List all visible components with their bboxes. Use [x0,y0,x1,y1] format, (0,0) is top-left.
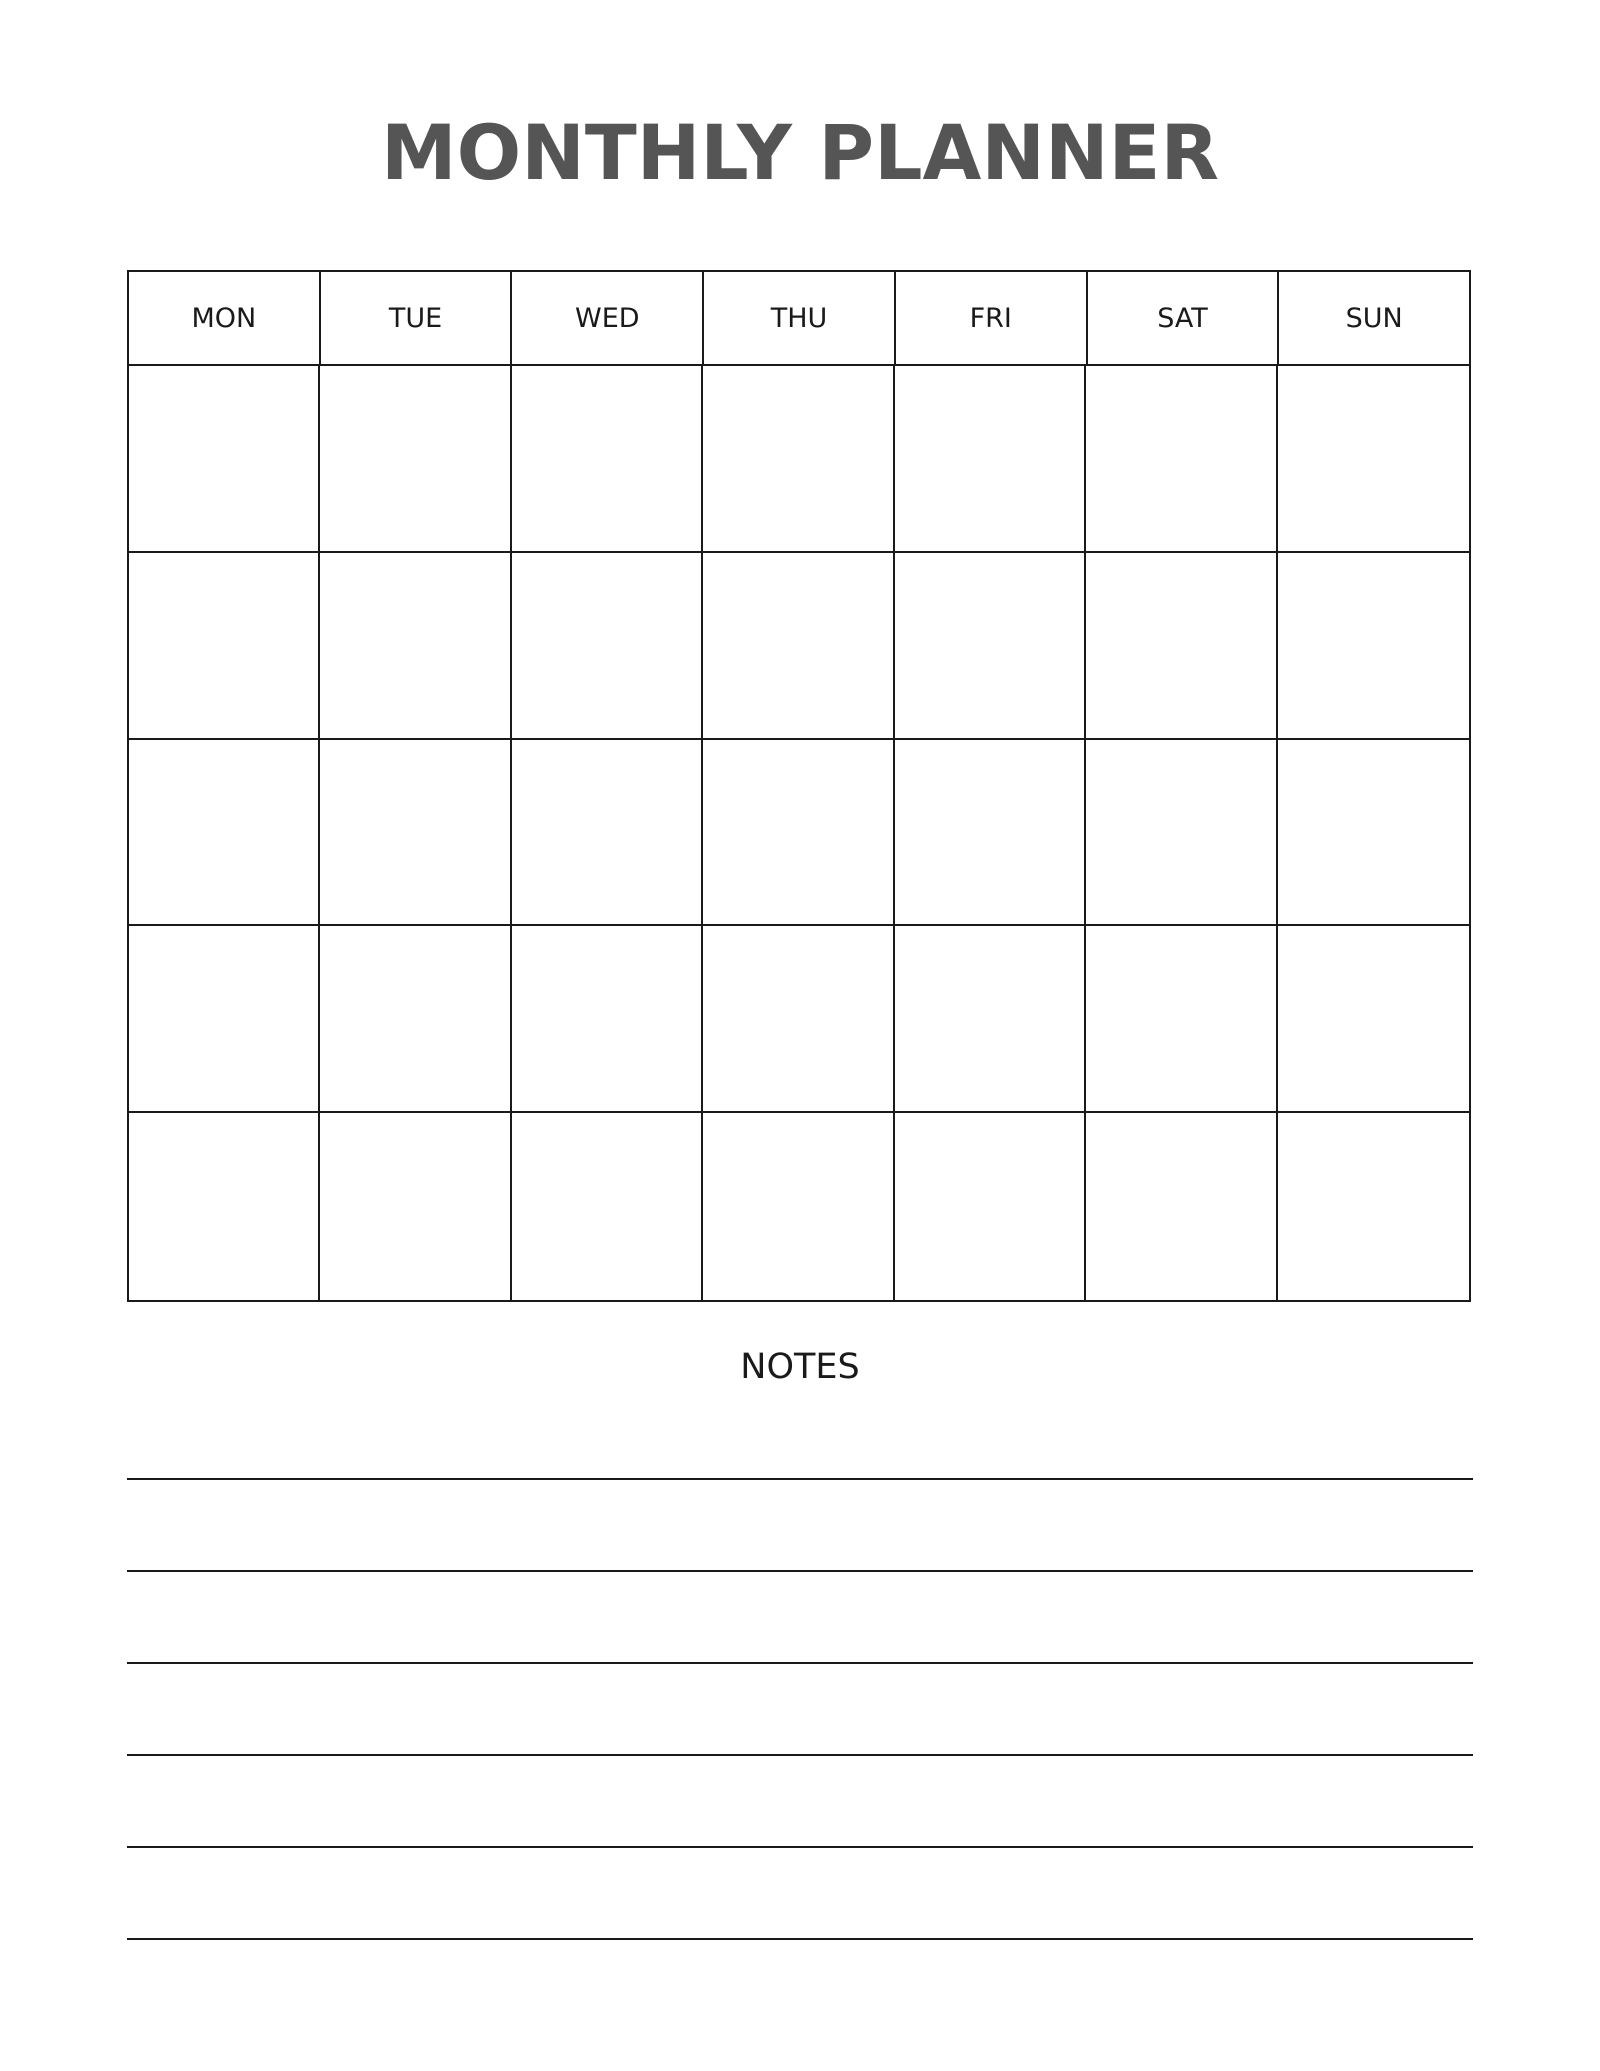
day-cell [320,366,511,553]
notes-line [127,1938,1473,1940]
day-cell [129,740,320,927]
weekday-header-fri: FRI [896,272,1088,364]
day-cell [129,1113,320,1300]
day-cell [1086,366,1277,553]
weekday-header-wed: WED [512,272,704,364]
day-cell [895,926,1086,1113]
day-cells-grid [129,366,1469,1300]
weekday-header-sat: SAT [1088,272,1280,364]
day-cell [512,553,703,740]
calendar-grid [127,270,1471,1302]
day-cell [512,926,703,1113]
notes-line [127,1754,1473,1756]
notes-line [127,1662,1473,1664]
weekday-header-thu: THU [704,272,896,364]
day-cell [703,740,894,927]
day-cell [129,553,320,740]
day-cell [1278,553,1469,740]
day-cell [1278,366,1469,553]
notes-line [127,1478,1473,1480]
weekday-header-tue: TUE [321,272,513,364]
day-cell [320,926,511,1113]
day-cell [129,366,320,553]
day-cell [895,1113,1086,1300]
day-cell [512,1113,703,1300]
day-cell [703,553,894,740]
day-cell [320,740,511,927]
weekday-header-sun: SUN [1345,302,1403,334]
day-cell [320,553,511,740]
day-cell [703,926,894,1113]
day-cell [1086,926,1277,1113]
day-cell [895,553,1086,740]
day-cell [129,926,320,1113]
day-cell [512,740,703,927]
page-title: MONTHLY PLANNER [381,108,1219,197]
notes-line [127,1570,1473,1572]
day-cell [320,1113,511,1300]
day-cell [1086,553,1277,740]
day-cell [1086,740,1277,927]
day-cell [703,1113,894,1300]
day-cell [895,366,1086,553]
day-cell [895,740,1086,927]
day-cell [1278,926,1469,1113]
day-cell [1278,1113,1469,1300]
day-cell [703,366,894,553]
day-cell [1086,1113,1277,1300]
weekday-header-row [129,272,1469,366]
day-cell [512,366,703,553]
notes-title: NOTES [740,1347,860,1387]
notes-line [127,1846,1473,1848]
day-cell [1278,740,1469,927]
weekday-header-mon: MON [129,272,321,364]
